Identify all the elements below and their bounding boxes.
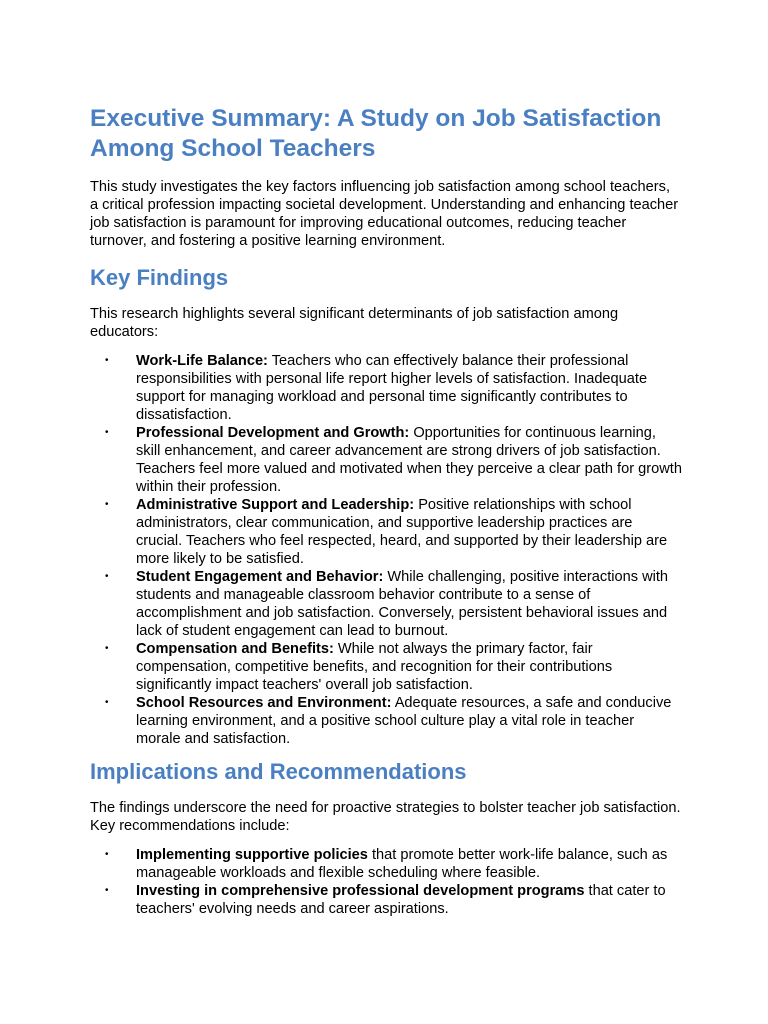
intro-paragraph: This study investigates the key factors influencing job satisfaction among school teachers, a critical profession impacting societal development. Understanding and enhancing teacher job satisfaction is paramount for improving educational outcomes, reducing teacher turnover, and fostering a positive learning environment.	[90, 179, 679, 249]
finding-label: Professional Development and Growth:	[136, 425, 410, 441]
list-item	[90, 694, 682, 748]
bullet-icon: •	[105, 849, 109, 860]
list-item	[90, 568, 682, 640]
bullet-icon: •	[105, 697, 109, 708]
bullet-icon: •	[105, 885, 109, 896]
recommendation-label: Investing in comprehensive professional development programs	[136, 883, 585, 899]
list-item	[90, 496, 682, 568]
finding-label: School Resources and Environment:	[136, 695, 392, 711]
bullet-icon: •	[105, 643, 109, 654]
bullet-icon: •	[105, 571, 109, 582]
key-findings-heading: Key Findings	[90, 265, 229, 290]
finding-text: Positive relationships with school administrators, clear communication, and supportive leadership practices are crucial. Teachers who feel respected, heard, and supported by their leadership are more likely to be satisfied.	[136, 497, 668, 567]
finding-text: While challenging, positive interactions with students and manageable classroom behavior contribute to a sense of accomplishment and job satisfaction. Conversely, persistent behavioral issues and lack of student engagement can lead to burnout.	[136, 569, 669, 639]
list-item	[90, 846, 682, 882]
finding-text: Opportunities for continuous learning, skill enhancement, and career advancement are strong drivers of job satisfaction. Teachers feel more valued and motivated when they perceive a clear path for growth within their profession.	[136, 425, 682, 495]
document-title: Executive Summary: A Study on Job Satisfaction Among School Teachers	[90, 105, 662, 162]
list-item	[90, 882, 682, 918]
list-item	[90, 640, 682, 694]
implications-intro: The findings underscore the need for proactive strategies to bolster teacher job satisfaction. Key recommendations include:	[90, 800, 681, 834]
bullet-icon: •	[105, 499, 109, 510]
document-page	[90, 104, 682, 918]
finding-label: Work-Life Balance:	[136, 353, 268, 369]
finding-text: Teachers who can effectively balance their professional responsibilities with personal life report higher levels of satisfaction. Inadequate support for managing workload and personal time significantly contributes to dissatisfaction.	[136, 353, 648, 423]
recommendation-text: that promote better work-life balance, such as manageable workloads and flexible scheduling where feasible.	[136, 847, 668, 881]
bullet-icon: •	[105, 427, 109, 438]
recommendation-label: Implementing supportive policies	[136, 847, 368, 863]
list-item	[90, 352, 682, 424]
finding-label: Student Engagement and Behavior:	[136, 569, 384, 585]
bullet-icon: •	[105, 355, 109, 366]
finding-label: Administrative Support and Leadership:	[136, 497, 415, 513]
finding-label: Compensation and Benefits:	[136, 641, 334, 657]
implications-heading: Implications and Recommendations	[90, 759, 467, 784]
key-findings-intro: This research highlights several significant determinants of job satisfaction among educators:	[90, 306, 619, 340]
recommendations-list	[90, 846, 682, 918]
key-findings-list	[90, 352, 682, 748]
finding-text: Adequate resources, a safe and conducive learning environment, and a positive school culture play a vital role in teacher morale and satisfaction.	[136, 695, 672, 747]
list-item	[90, 424, 682, 496]
finding-text: While not always the primary factor, fair compensation, competitive benefits, and recognition for their contributions significantly impact teachers' overall job satisfaction.	[136, 641, 613, 693]
recommendation-text: that cater to teachers' evolving needs and career aspirations.	[136, 883, 666, 917]
